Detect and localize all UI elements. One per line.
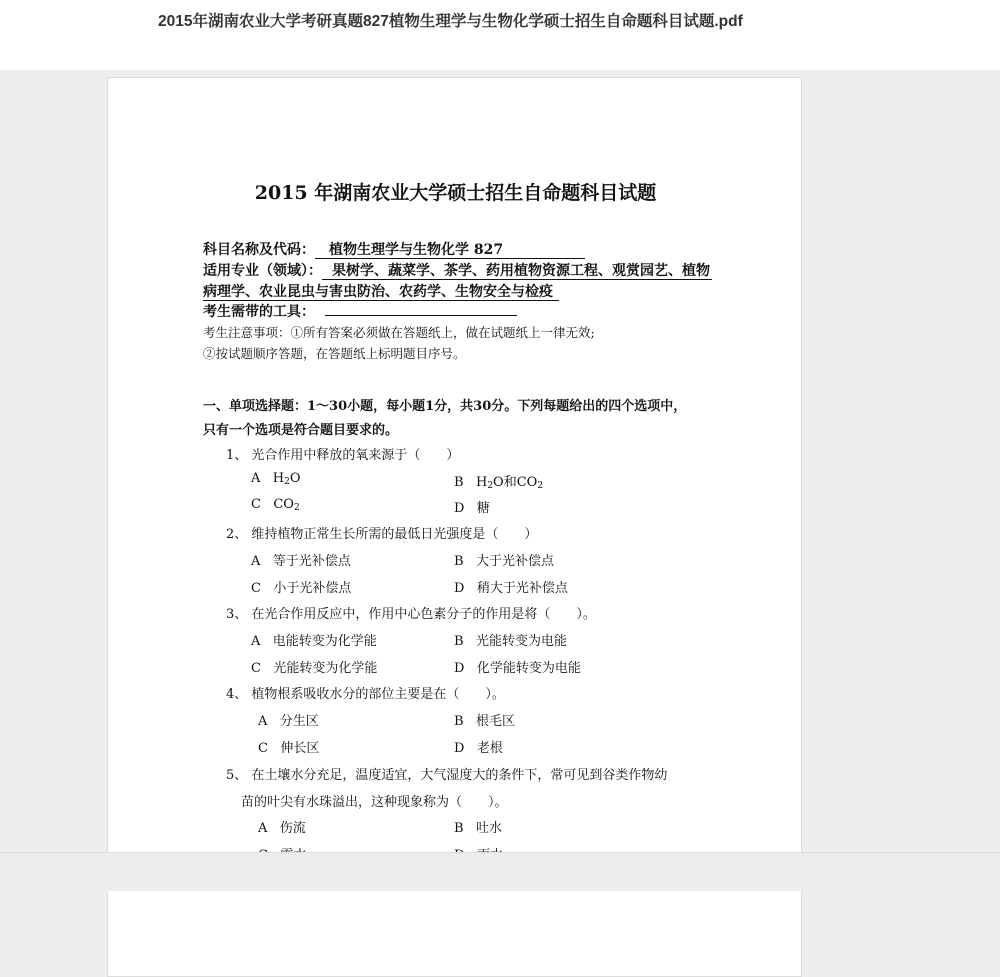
question-2-option-c: C 小于光补偿点 — [251, 581, 352, 596]
question-3-option-a: A 电能转变为化学能 — [251, 634, 377, 649]
pdf-page — [107, 77, 802, 977]
subject-label: 科目名称及代码： — [203, 242, 315, 258]
question-1-option-b: B $H_2O$和$CO_2$ — [454, 475, 544, 491]
major-value-line2: 病理学、农业昆虫与害虫防治、农药学、生物安全与检疫 — [203, 284, 559, 301]
subject-row — [203, 239, 585, 259]
question-1-option-a: A $H_2O$ — [251, 471, 301, 487]
question-4-option-c: C 伸长区 — [258, 741, 320, 756]
question-2-option-b: B 大于光补偿点 — [454, 554, 554, 569]
question-3-option-d: D 化学能转变为电能 — [454, 661, 581, 676]
question-4-stem: 4、 植物根系吸收水分的部位主要是在（ ）。 — [226, 687, 505, 702]
question-5-stem-cont: 苗的叶尖有水珠溢出，这种现象称为（ ）。 — [241, 795, 508, 810]
question-1-option-c: C $CO_2$ — [251, 497, 300, 513]
section-header-line1: 一、单项选择题：1～30小题，每小题1分，共30分。下列每题给出的四个选项中， — [203, 399, 687, 414]
question-3-option-b: B 光能转变为电能 — [454, 634, 567, 649]
question-1-stem: 1、 光合作用中释放的氧来源于（ ） — [226, 448, 460, 463]
question-3-stem: 3、 在光合作用反应中，作用中心色素分子的作用是将（ ）。 — [226, 607, 596, 622]
tools-label: 考生需带的工具： — [203, 304, 315, 320]
question-4-option-b: B 根毛区 — [454, 714, 515, 729]
major-label: 适用专业（领域）： — [203, 263, 322, 279]
viewer-header — [0, 0, 1000, 70]
document-title: 2015 年湖南农业大学硕士招生自命题科目试题 — [254, 182, 657, 204]
tools-blank-line — [325, 303, 517, 316]
question-2-stem: 2、 维持植物正常生长所需的最低日光强度是（ ） — [226, 527, 538, 542]
major-value-line1: 果树学、蔬菜学、茶学、药用植物资源工程、观赏园艺、植物 — [322, 263, 712, 280]
question-4-option-a: A 分生区 — [258, 714, 319, 729]
question-5-stem: 5、 在土壤水分充足，温度适宜，大气湿度大的条件下，常可见到谷类作物幼 — [226, 768, 668, 783]
question-4-option-d: D 老根 — [454, 741, 503, 756]
question-5-option-b: B 吐水 — [454, 821, 502, 836]
question-3-option-c: C 光能转变为化学能 — [251, 661, 378, 676]
question-1-option-d: D 糖 — [454, 501, 490, 516]
pdf-viewer[interactable] — [0, 70, 1000, 852]
question-5-option-a: A 伤流 — [258, 821, 306, 836]
viewer-footer-bar — [0, 852, 1000, 891]
major-row — [203, 260, 712, 280]
subject-value: 植物生理学与生物化学 827 — [315, 242, 585, 259]
major-row-cont — [203, 281, 559, 301]
tools-row — [203, 301, 517, 321]
note-line-1: 考生注意事项：①所有答案必须做在答题纸上，做在试题纸上一律无效; — [203, 325, 595, 340]
section-header-line2: 只有一个选项是符合题目要求的。 — [203, 423, 399, 438]
question-2-option-d: D 稍大于光补偿点 — [454, 581, 568, 596]
question-2-option-a: A 等于光补偿点 — [251, 554, 351, 569]
file-title: 2015年湖南农业大学考研真题827植物生理学与生物化学硕士招生自命题科目试题.pdf — [158, 13, 743, 30]
note-line-2: ②按试题顺序答题，在答题纸上标明题目序号。 — [203, 346, 466, 361]
